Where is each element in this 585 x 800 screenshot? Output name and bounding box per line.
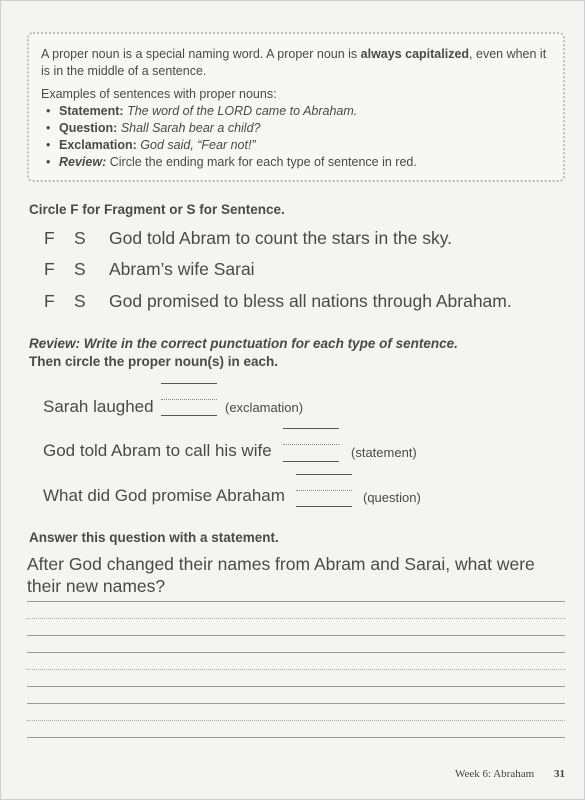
writing-line-base[interactable] <box>27 737 565 738</box>
fs-item-text: God told Abram to count the stars in the sky. <box>109 227 453 248</box>
answer-blank-baseline[interactable] <box>283 461 339 462</box>
rule-intro <box>41 46 551 80</box>
sentence-choice[interactable]: S <box>74 258 86 279</box>
answer-blank-baseline[interactable] <box>296 506 352 507</box>
writing-line-top[interactable] <box>27 703 565 704</box>
page-footer <box>455 768 565 780</box>
writing-line-dotted <box>27 669 565 670</box>
rule-intro-bold: always capitalized <box>360 47 470 61</box>
example-label: Exclamation: <box>59 138 137 152</box>
writing-line-base[interactable] <box>27 686 565 687</box>
fragment-choice[interactable]: F <box>44 258 55 279</box>
answer-blank[interactable] <box>296 474 352 475</box>
example-statement <box>59 103 551 120</box>
punctuation-sentence: What did God promise Abraham <box>43 486 285 505</box>
proper-noun-rule-box <box>27 32 565 182</box>
examples-list <box>41 103 551 171</box>
writing-line-top[interactable] <box>27 652 565 653</box>
punctuation-sentence: God told Abram to call his wife <box>43 441 272 460</box>
writing-line-base[interactable] <box>27 635 565 636</box>
answer-blank[interactable] <box>161 383 217 384</box>
question-text: After God changed their names from Abram and Sarai, what were their new names? <box>27 554 535 596</box>
fragment-sentence-instruction: Circle F for Fragment or S for Sentence. <box>29 202 285 217</box>
example-question <box>59 120 551 137</box>
punctuation-instruction <box>29 335 458 371</box>
example-review <box>59 154 551 171</box>
answer-blank[interactable] <box>283 428 339 429</box>
fs-item-text: God promised to bless all nations through Abraham. <box>109 290 512 311</box>
sentence-choice[interactable]: S <box>74 227 86 248</box>
week-label: Week 6: Abraham <box>455 768 535 780</box>
example-text: God said, “Fear not!” <box>136 138 256 152</box>
examples-heading: Examples of sentences with proper nouns: <box>41 87 277 101</box>
example-text: Circle the ending mark for each type of sentence in red. <box>106 155 417 169</box>
dotted-midline <box>161 399 217 400</box>
sentence-type-hint: (exclamation) <box>225 400 304 415</box>
writing-line-top[interactable] <box>27 601 565 602</box>
example-exclamation <box>59 137 551 154</box>
example-text: The word of the LORD came to Abraham. <box>123 104 358 118</box>
fragment-choice[interactable]: F <box>44 290 55 311</box>
example-label: Review: <box>59 155 107 169</box>
dotted-midline <box>296 490 352 491</box>
rule-intro-text-end: , even when it is in the middle of a sentence. <box>41 47 547 78</box>
rule-intro-text: A proper noun is a special naming word. A proper noun is <box>41 47 361 61</box>
sentence-choice[interactable]: S <box>74 290 86 311</box>
punctuation-sentence: Sarah laughed <box>43 397 154 416</box>
sentence-type-hint: (question) <box>363 490 421 505</box>
page-number: 31 <box>554 768 565 780</box>
statement-instruction: Answer this question with a statement. <box>29 530 279 545</box>
writing-line-dotted <box>27 720 565 721</box>
fs-item <box>44 290 512 312</box>
fs-item-text: Abram’s wife Sarai <box>109 258 255 279</box>
fragment-choice[interactable]: F <box>44 227 55 248</box>
sentence-type-hint: (statement) <box>351 445 417 460</box>
fs-item <box>44 258 255 280</box>
example-label: Statement: <box>59 104 124 118</box>
example-label: Question: <box>59 121 118 135</box>
review-label: Review: <box>29 336 81 351</box>
dotted-midline <box>283 444 339 445</box>
instruction-line: Write in the correct punctuation for each type of sentence. <box>80 336 458 351</box>
instruction-line: Then circle the proper noun(s) in each. <box>29 354 279 369</box>
fs-item <box>44 227 452 249</box>
writing-line-dotted <box>27 618 565 619</box>
answer-blank-baseline[interactable] <box>161 415 217 416</box>
example-text: Shall Sarah bear a child? <box>117 121 261 135</box>
